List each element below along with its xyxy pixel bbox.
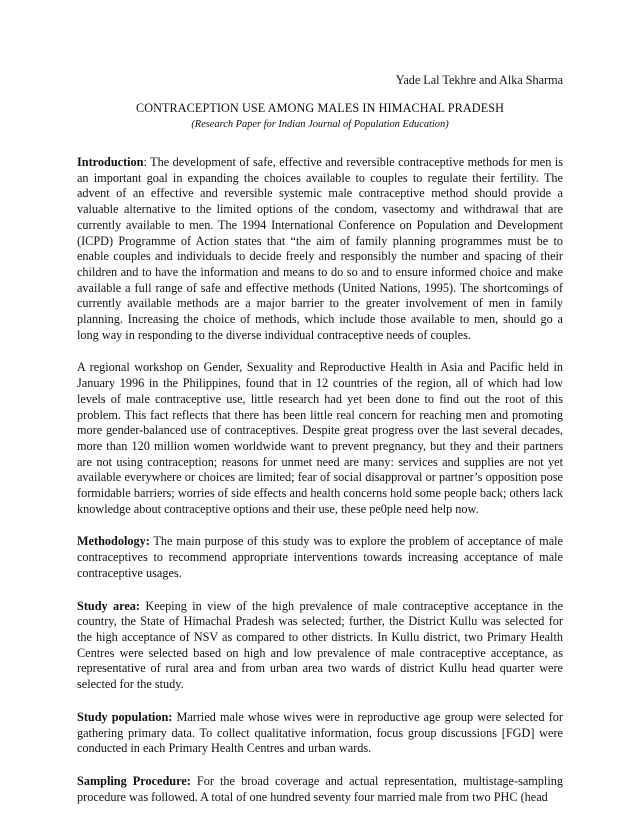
paper-subtitle: (Research Paper for Indian Journal of Population Education) xyxy=(191,119,449,130)
introduction-text: : The development of safe, effective and reversible contraceptive methods for men is an important goal in expanding the choices available to couples to regulate their fertility. The advent of an effective and reversible systemic male contraceptive method should provide a valuable alternative to the limited options of the condom, vasectomy and withdrawal that are currently available to men. The 1994 International Conference on Population and Development (ICPD) Programme of Action states that “the aim of family planning programmes must be to enable couples and individuals to decide freely and responsibly the number and spacing of their children and to have the information and means to do so and to ensure informed choice and make available a full range of safe and effective methods (United Nations, 1995). The shortcomings of currently available methods are a major barrier to the greater involvement of men in family planning. Increasing the choice of methods, which include those available to men, should go a long way in responding to the diverse individual contraceptive needs of couples. xyxy=(77,155,563,342)
author-line: Yade Lal Tekhre and Alka Sharma xyxy=(395,73,563,87)
study-area-text: Keeping in view of the high prevalence of male contraceptive acceptance in the country, the State of Himachal Pradesh was selected; further, the District Kullu was selected for the high acceptance of NSV as compared to other districts. In Kullu district, two Primary Health Centres were selected based on high and low prevalence of male contraceptive acceptance, as representative of rural area and from urban area two wards of district Kullu head quarter were selected for the study. xyxy=(77,598,563,692)
methodology-heading: Methodology: xyxy=(77,534,150,549)
study-population-text: Married male whose wives were in reproductive age group were selected for gathering primary data. To collect qualitative information, focus group discussions [FGD] were conducted in each Primary Health Centres and urban wards. xyxy=(77,709,563,756)
study-population-heading: Study population: xyxy=(77,709,173,724)
methodology-text: The main purpose of this study was to explore the problem of acceptance of male contraceptives to recommend appropriate interventions towards increasing acceptance of male contraceptive usages. xyxy=(77,534,563,580)
methodology-paragraph xyxy=(77,534,563,581)
introduction-paragraph xyxy=(77,155,563,343)
sampling-procedure-text: For the broad coverage and actual representation, multistage-sampling procedure was followed. A total of one hundred seventy four married male from two PHC (head xyxy=(77,773,563,804)
sampling-procedure-heading: Sampling Procedure: xyxy=(77,773,191,788)
sampling-procedure-paragraph xyxy=(77,774,563,805)
study-population-paragraph xyxy=(77,710,563,757)
study-area-heading: Study area: xyxy=(77,598,141,613)
study-area-paragraph xyxy=(77,599,563,693)
workshop-paragraph: A regional workshop on Gender, Sexuality and Reproductive Health in Asia and Pacific held in January 1996 in the Philippines, found that in 12 countries of the region, all of which had low levels of male contraceptive use, little research had yet been done to find out the root of this problem. This fact reflects that there has been little real concern for reaching men and promoting more gender-balanced use of contraceptives. Despite great progress over the last several decades, more than 120 million women worldwide want to prevent pregnancy, but they and their partners are not using contraception; reasons for unmet need are many: services and supplies are not yet available everywhere or choices are limited; fear of social disapproval or partner’s opposition pose formidable barriers; worries of side effects and health concerns hold some people back; others lack knowledge about contraceptive options and their use, these pe0ple need help now. xyxy=(77,360,563,516)
paper-title: CONTRACEPTION USE AMONG MALES IN HIMACHAL PRADESH xyxy=(135,101,505,115)
introduction-heading: Introduction xyxy=(77,155,144,169)
paper-page xyxy=(77,73,563,805)
